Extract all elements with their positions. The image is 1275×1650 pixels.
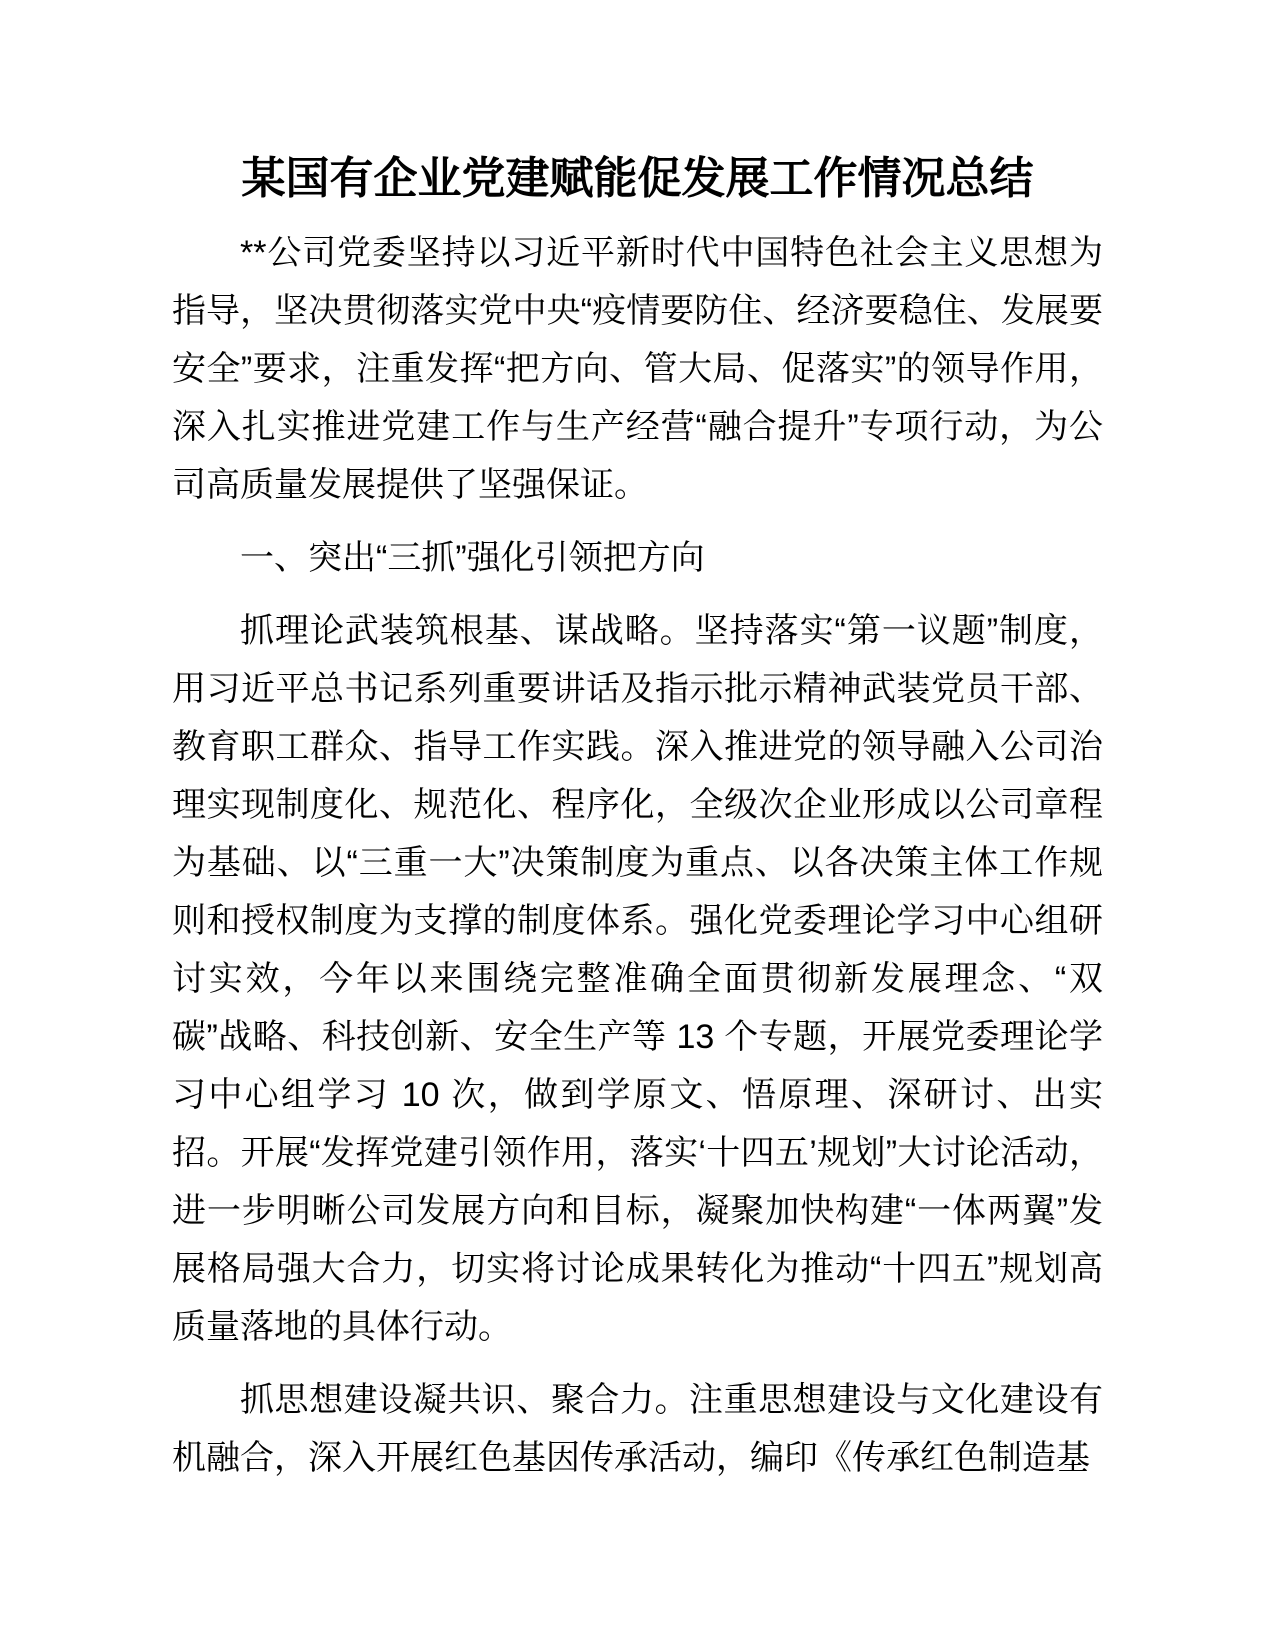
- paragraph-intro: **公司党委坚持以习近平新时代中国特色社会主义思想为指导，坚决贯彻落实党中央“疫情要防住、经济要稳住、发展要安全”要求，注重发挥“把方向、管大局、促落实”的领导作用，深入扎实推进党建工作与生产经营“融合提升”专项行动，为公司高质量发展提供了坚强保证。: [172, 234, 1103, 504]
- section-heading-1: 一、突出“三抓”强化引领把方向: [240, 539, 705, 577]
- document-title: 某国有企业党建赋能促发展工作情况总结: [241, 154, 1034, 203]
- paragraph-ideology-building: 抓思想建设凝共识、聚合力。注重思想建设与文化建设有机融合，深入开展红色基因传承活动，编印《传承红色制造基: [172, 1381, 1103, 1477]
- paragraph-theory-arming: 抓理论武装筑根基、谋战略。坚持落实“第一议题”制度，用习近平总书记系列重要讲话及指示批示精神武装党员干部、教育职工群众、指导工作实践。深入推进党的领导融入公司治理实现制度化、规范化、程序化，全级次企业形成以公司章程为基础、以“三重一大”决策制度为重点、以各决策主体工作规则和授权制度为支撑的制度体系。强化党委理论学习中心组研讨实效，今年以来围绕完整准确全面贯彻新发展理念、“双碳”战略、科技创新、安全生产等 13 个专题，开展党委理论学习中心组学习 10 次，做到学原文、悟原理、深研讨、出实招。开展“发挥党建引领作用，落实‘十四五’规划”大讨论活动，进一步明晰公司发展方向和目标，凝聚加快构建“一体两翼”发展格局强大合力，切实将讨论成果转化为推动“十四五”规划高质量落地的具体行动。: [172, 612, 1103, 1346]
